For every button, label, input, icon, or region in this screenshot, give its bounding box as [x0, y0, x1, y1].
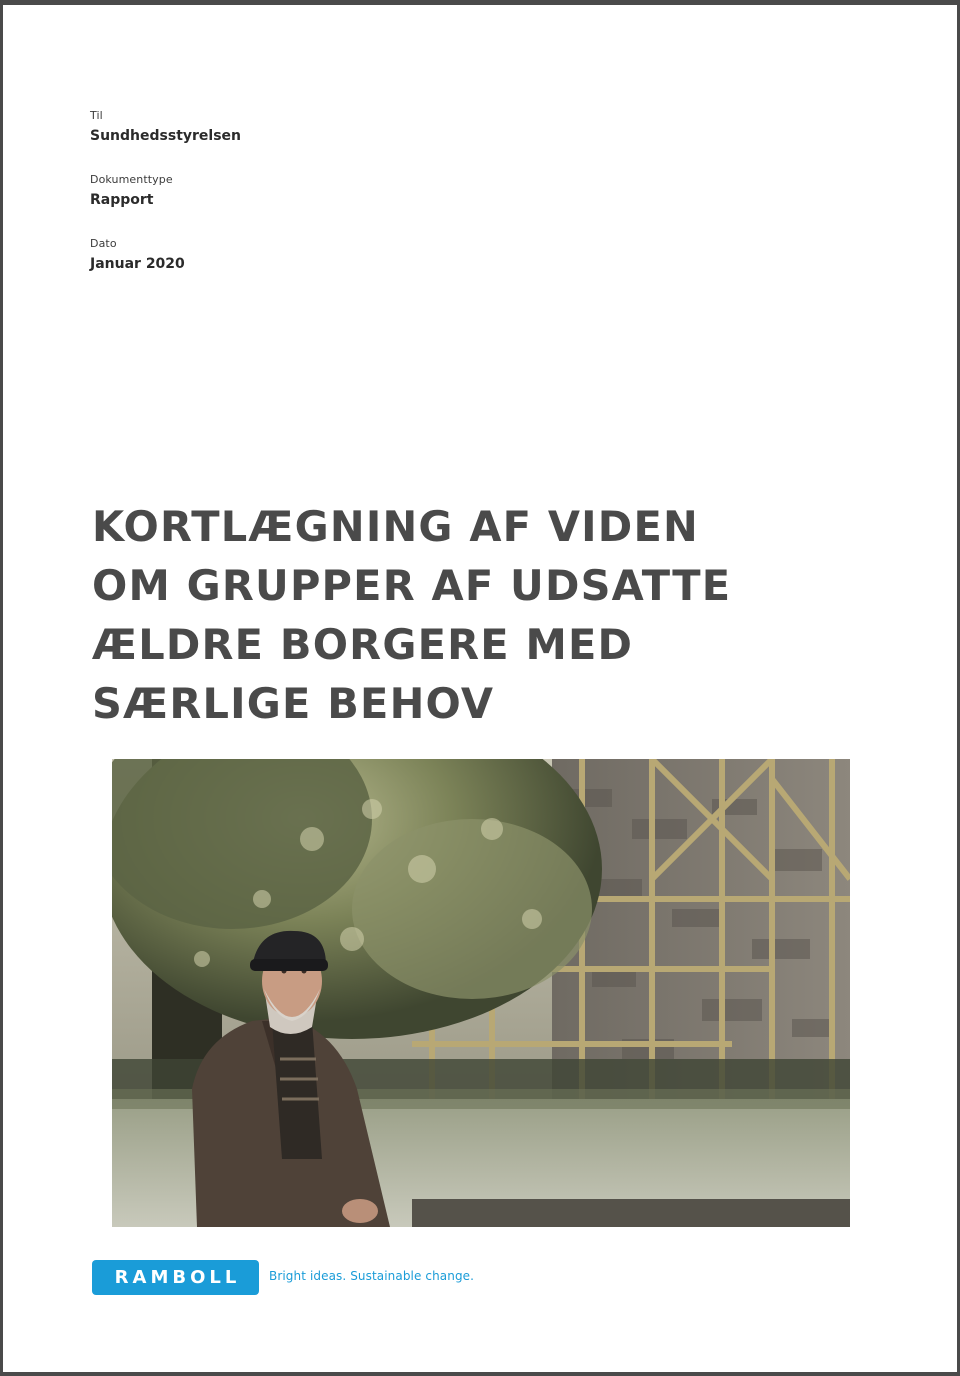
title-line-2: OM GRUPPER AF UDSATTE	[92, 561, 732, 610]
date-value: Januar 2020	[90, 256, 185, 272]
document-type-label: Dokumenttype	[90, 173, 173, 186]
recipient-block	[90, 109, 241, 145]
document-type-value: Rapport	[90, 192, 154, 208]
elderly-man-on-bench-photo-icon	[112, 759, 850, 1227]
ramboll-logo-text: RAMBOLL	[114, 1267, 241, 1288]
title-line-1: KORTLÆGNING AF VIDEN	[92, 502, 699, 551]
recipient-label: Til	[90, 109, 103, 122]
brand-tagline: Bright ideas. Sustainable change.	[269, 1269, 475, 1283]
cover-photo	[112, 759, 850, 1227]
title-line-3: ÆLDRE BORGERE MED	[92, 620, 634, 669]
ramboll-logo	[92, 1260, 259, 1295]
report-title	[92, 497, 852, 733]
date-block	[90, 237, 185, 273]
recipient-value: Sundhedsstyrelsen	[90, 128, 241, 144]
document-type-block	[90, 173, 173, 209]
date-label: Dato	[90, 237, 117, 250]
title-line-4: SÆRLIGE BEHOV	[92, 679, 495, 728]
